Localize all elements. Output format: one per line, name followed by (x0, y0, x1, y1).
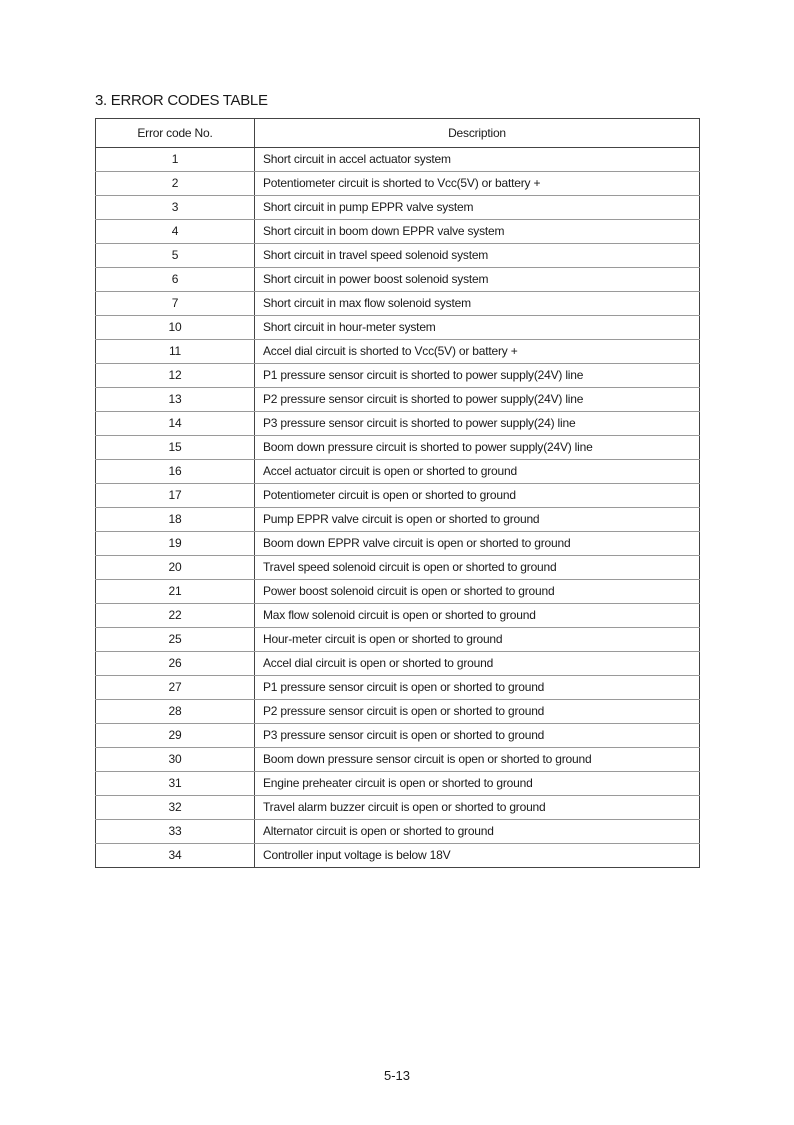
table-row (96, 316, 700, 340)
description-cell: Accel actuator circuit is open or shorted to ground (255, 460, 700, 484)
error-code-cell: 19 (96, 532, 255, 556)
description-cell: P3 pressure sensor circuit is open or shorted to ground (255, 724, 700, 748)
table-header-row (96, 119, 700, 148)
header-description: Description (255, 119, 700, 148)
table-row (96, 772, 700, 796)
error-code-cell: 31 (96, 772, 255, 796)
error-code-cell: 27 (96, 676, 255, 700)
error-code-cell: 29 (96, 724, 255, 748)
table-row (96, 220, 700, 244)
description-cell: P2 pressure sensor circuit is open or shorted to ground (255, 700, 700, 724)
section-title: 3. ERROR CODES TABLE (95, 92, 268, 109)
error-code-cell: 3 (96, 196, 255, 220)
description-cell: Short circuit in max flow solenoid system (255, 292, 700, 316)
page-number: 5-13 (383, 1068, 411, 1083)
table-row (96, 700, 700, 724)
error-code-cell: 5 (96, 244, 255, 268)
description-cell: Boom down pressure sensor circuit is open or shorted to ground (255, 748, 700, 772)
error-code-cell: 34 (96, 844, 255, 868)
error-code-cell: 16 (96, 460, 255, 484)
table-row (96, 556, 700, 580)
error-code-cell: 11 (96, 340, 255, 364)
description-cell: Potentiometer circuit is open or shorted to ground (255, 484, 700, 508)
description-cell: P1 pressure sensor circuit is shorted to power supply(24V) line (255, 364, 700, 388)
error-code-cell: 30 (96, 748, 255, 772)
error-code-cell: 21 (96, 580, 255, 604)
error-code-cell: 1 (96, 148, 255, 172)
table-row (96, 820, 700, 844)
error-code-cell: 7 (96, 292, 255, 316)
table-body (96, 148, 700, 868)
table-row (96, 412, 700, 436)
table-row (96, 340, 700, 364)
error-code-cell: 2 (96, 172, 255, 196)
table-row (96, 460, 700, 484)
table-row (96, 604, 700, 628)
table-row (96, 844, 700, 868)
table-row (96, 148, 700, 172)
error-code-cell: 15 (96, 436, 255, 460)
table-row (96, 172, 700, 196)
table-row (96, 628, 700, 652)
table-row (96, 508, 700, 532)
description-cell: P1 pressure sensor circuit is open or shorted to ground (255, 676, 700, 700)
table-row (96, 748, 700, 772)
description-cell: Engine preheater circuit is open or shorted to ground (255, 772, 700, 796)
description-cell: Boom down pressure circuit is shorted to power supply(24V) line (255, 436, 700, 460)
description-cell: Controller input voltage is below 18V (255, 844, 700, 868)
error-code-cell: 33 (96, 820, 255, 844)
description-cell: Accel dial circuit is shorted to Vcc(5V) or battery + (255, 340, 700, 364)
error-code-cell: 13 (96, 388, 255, 412)
table-row (96, 580, 700, 604)
table-row (96, 724, 700, 748)
table-row (96, 796, 700, 820)
error-code-cell: 22 (96, 604, 255, 628)
description-cell: Travel alarm buzzer circuit is open or shorted to ground (255, 796, 700, 820)
description-cell: Boom down EPPR valve circuit is open or shorted to ground (255, 532, 700, 556)
error-code-cell: 6 (96, 268, 255, 292)
error-code-cell: 28 (96, 700, 255, 724)
description-cell: Travel speed solenoid circuit is open or shorted to ground (255, 556, 700, 580)
description-cell: Short circuit in accel actuator system (255, 148, 700, 172)
table-row (96, 652, 700, 676)
table-row (96, 484, 700, 508)
table-row (96, 244, 700, 268)
table-row (96, 532, 700, 556)
description-cell: Potentiometer circuit is shorted to Vcc(5V) or battery + (255, 172, 700, 196)
error-code-cell: 17 (96, 484, 255, 508)
table-row (96, 388, 700, 412)
description-cell: Alternator circuit is open or shorted to ground (255, 820, 700, 844)
error-code-cell: 32 (96, 796, 255, 820)
table-row (96, 292, 700, 316)
error-code-cell: 14 (96, 412, 255, 436)
table-row (96, 364, 700, 388)
table-row (96, 196, 700, 220)
description-cell: Power boost solenoid circuit is open or shorted to ground (255, 580, 700, 604)
description-cell: Short circuit in boom down EPPR valve system (255, 220, 700, 244)
description-cell: Short circuit in travel speed solenoid system (255, 244, 700, 268)
table-row (96, 436, 700, 460)
header-error-code: Error code No. (96, 119, 255, 148)
error-code-cell: 4 (96, 220, 255, 244)
error-codes-table (95, 118, 700, 868)
description-cell: Short circuit in power boost solenoid system (255, 268, 700, 292)
error-code-cell: 18 (96, 508, 255, 532)
error-code-cell: 10 (96, 316, 255, 340)
description-cell: Max flow solenoid circuit is open or shorted to ground (255, 604, 700, 628)
error-code-cell: 20 (96, 556, 255, 580)
error-code-cell: 26 (96, 652, 255, 676)
error-code-cell: 25 (96, 628, 255, 652)
description-cell: P2 pressure sensor circuit is shorted to power supply(24V) line (255, 388, 700, 412)
description-cell: Accel dial circuit is open or shorted to ground (255, 652, 700, 676)
description-cell: Short circuit in pump EPPR valve system (255, 196, 700, 220)
description-cell: Short circuit in hour-meter system (255, 316, 700, 340)
table-row (96, 676, 700, 700)
description-cell: Pump EPPR valve circuit is open or shorted to ground (255, 508, 700, 532)
error-code-cell: 12 (96, 364, 255, 388)
description-cell: P3 pressure sensor circuit is shorted to power supply(24) line (255, 412, 700, 436)
description-cell: Hour-meter circuit is open or shorted to ground (255, 628, 700, 652)
table-row (96, 268, 700, 292)
